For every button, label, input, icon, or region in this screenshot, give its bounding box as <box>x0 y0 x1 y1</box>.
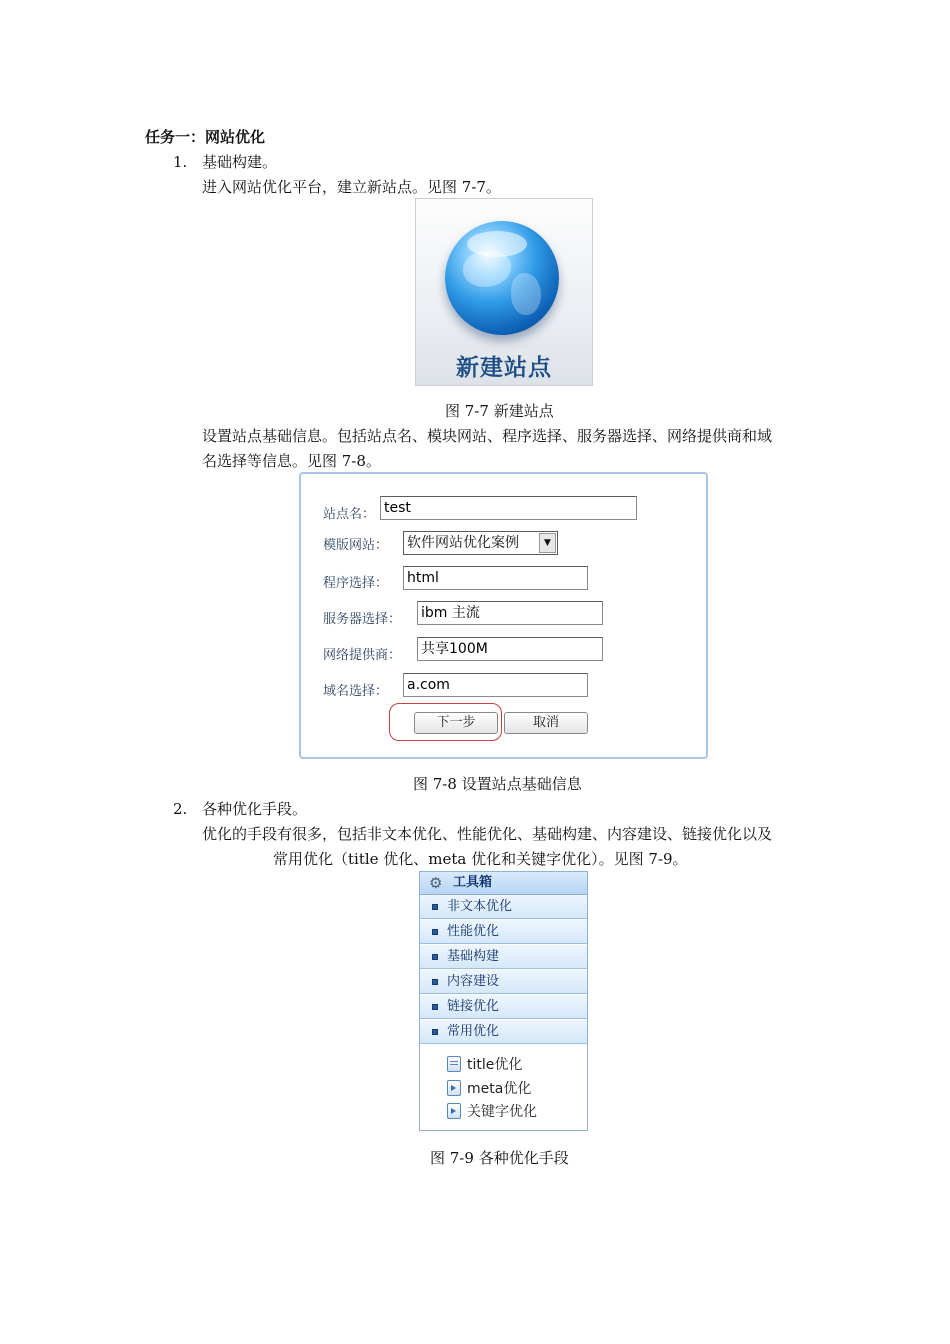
section1-paragraph2-line2: 名选择等信息。见图 7-8。 <box>202 452 381 470</box>
page-icon <box>447 1056 461 1072</box>
figure-site-settings-form <box>299 472 708 759</box>
template-site-label: 模版网站： <box>323 538 389 553</box>
section2-title: 各种优化手段。 <box>202 800 308 818</box>
arrow-page-icon <box>447 1080 461 1096</box>
new-site-image-label: 新建站点 <box>456 355 552 381</box>
gear-icon: ⚙ <box>429 874 443 892</box>
sub-item-label: title优化 <box>467 1057 523 1073</box>
toolbox-item-common[interactable] <box>420 1020 587 1044</box>
sub-item-label: 关键字优化 <box>467 1104 537 1120</box>
toolbox-item-label: 链接优化 <box>447 999 500 1014</box>
section2-number: 2. <box>173 800 188 818</box>
template-site-value: 软件网站优化案例 <box>407 535 519 551</box>
figure-new-site-image <box>415 198 593 386</box>
sub-item-title[interactable] <box>447 1054 522 1076</box>
dropdown-arrow-icon[interactable]: ▼ <box>539 533 556 553</box>
toolbox-item-label: 非文本优化 <box>447 899 513 914</box>
bullet-icon <box>432 954 438 960</box>
globe-icon <box>445 221 559 335</box>
bullet-icon <box>432 1029 438 1035</box>
domain-input[interactable]: a.com <box>403 673 588 697</box>
bullet-icon <box>432 979 438 985</box>
figure-7-8-caption: 图 7-8 设置站点基础信息 <box>413 775 582 793</box>
toolbox-item-content[interactable] <box>420 970 587 994</box>
network-provider-label: 网络提供商： <box>323 648 402 663</box>
program-select-label: 程序选择： <box>323 576 389 591</box>
sub-item-keywords[interactable] <box>447 1101 537 1123</box>
section1-number: 1. <box>173 153 188 171</box>
section1-paragraph2-line1: 设置站点基础信息。包括站点名、模块网站、程序选择、服务器选择、网络提供商和域 <box>202 427 773 445</box>
arrow-page-icon <box>447 1103 461 1119</box>
cancel-button[interactable]: 取消 <box>504 712 588 734</box>
site-name-label: 站点名： <box>323 507 376 522</box>
section1-paragraph1: 进入网站优化平台，建立新站点。见图 7-7。 <box>202 178 501 196</box>
section2-paragraph-line2: 常用优化（title 优化、meta 优化和关键字优化）。见图 7-9。 <box>273 850 688 868</box>
toolbox-header[interactable] <box>420 872 587 895</box>
domain-select-label: 域名选择： <box>323 684 389 699</box>
toolbox-item-label: 内容建设 <box>447 974 500 989</box>
template-site-select[interactable] <box>403 531 558 555</box>
toolbox-item-performance[interactable] <box>420 920 587 944</box>
figure-7-7-caption: 图 7-7 新建站点 <box>445 402 554 420</box>
toolbox-item-label: 常用优化 <box>447 1024 500 1039</box>
toolbox-item-basic-build[interactable] <box>420 945 587 969</box>
server-select-label: 服务器选择： <box>323 612 402 627</box>
next-step-button[interactable]: 下一步 <box>414 712 498 734</box>
network-provider-input[interactable]: 共享100M <box>417 637 603 661</box>
program-input[interactable]: html <box>403 566 588 590</box>
sub-item-meta[interactable] <box>447 1078 531 1100</box>
figure-toolbox-menu <box>419 871 588 1131</box>
figure-7-9-caption: 图 7-9 各种优化手段 <box>430 1149 569 1167</box>
toolbox-item-links[interactable] <box>420 995 587 1019</box>
toolbox-item-label: 基础构建 <box>447 949 500 964</box>
task-heading: 任务一：网站优化 <box>145 128 266 146</box>
bullet-icon <box>432 904 438 910</box>
bullet-icon <box>432 1004 438 1010</box>
site-name-input[interactable]: test <box>380 496 637 520</box>
section2-paragraph-line1: 优化的手段有很多，包括非文本优化、性能优化、基础构建、内容建设、链接优化以及 <box>202 825 773 843</box>
toolbox-title: 工具箱 <box>453 875 493 890</box>
toolbox-item-non-text[interactable] <box>420 895 587 919</box>
sub-item-label: meta优化 <box>467 1081 532 1097</box>
toolbox-item-label: 性能优化 <box>447 924 500 939</box>
server-input[interactable]: ibm 主流 <box>417 601 603 625</box>
section1-title: 基础构建。 <box>202 153 278 171</box>
bullet-icon <box>432 929 438 935</box>
